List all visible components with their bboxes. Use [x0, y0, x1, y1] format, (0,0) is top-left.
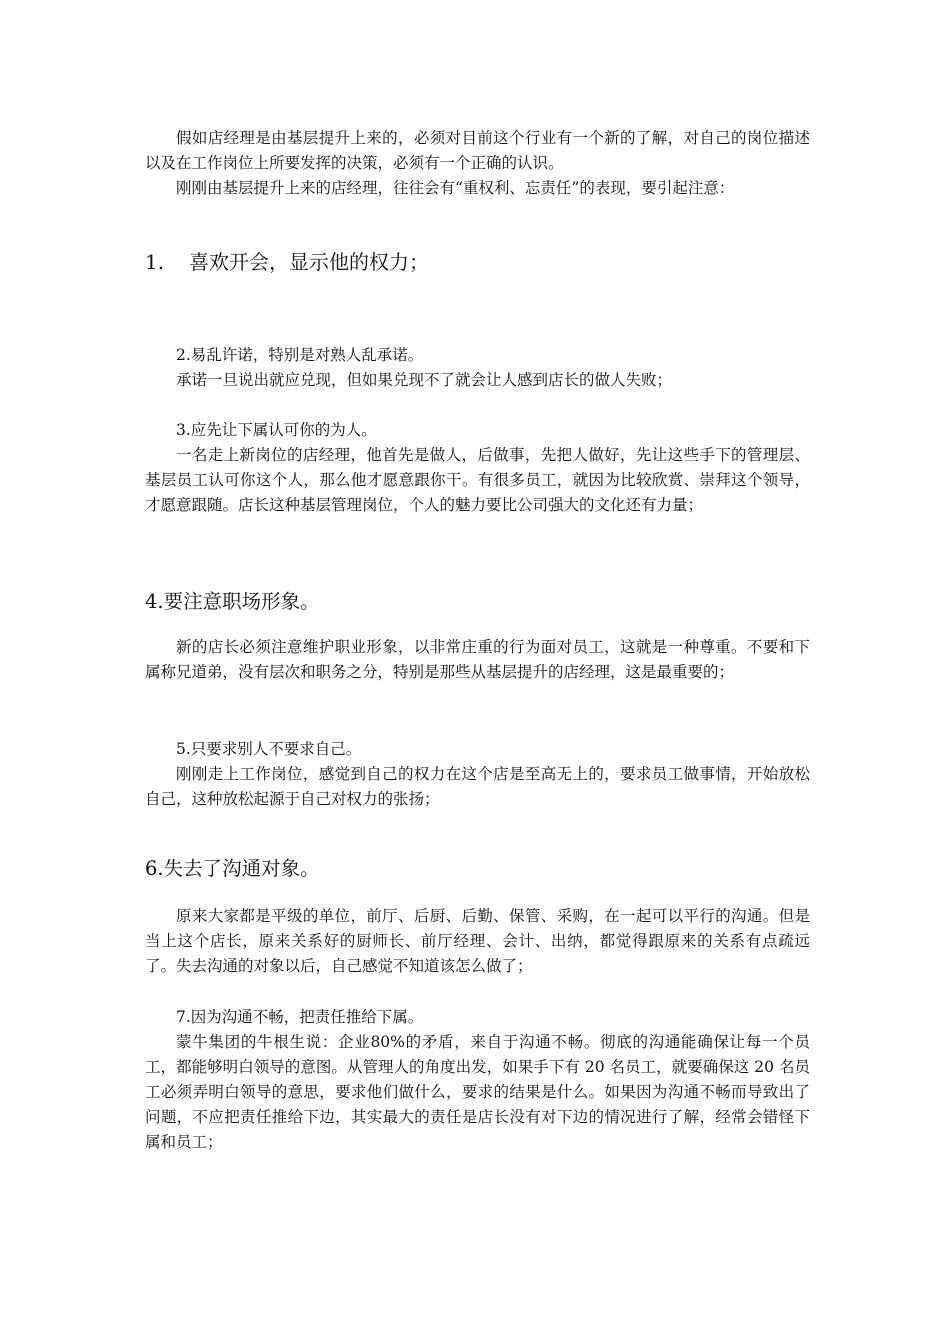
section-2: [145, 343, 810, 393]
section-6-heading: [145, 855, 810, 883]
section-4-heading: [145, 588, 810, 616]
section-7-title: 7.因为沟通不畅，把责任推给下属。: [176, 1008, 424, 1026]
section-3-title: 3.应先让下属认可你的为人。: [176, 421, 377, 439]
section-6-paragraph: 原来大家都是平级的单位，前厅、后厨、后勤、保管、采购，在一起可以平行的沟通。但是当上这个店长，原来关系好的厨师长、前厅经理、会计、出纳，都觉得跟原来的关系有点疏远了。失去沟通的对象以后，自己感觉不知道该怎么做了；: [145, 907, 810, 975]
section-5-title: 5.只要求别人不要求自己。: [176, 740, 362, 758]
section-6: [145, 904, 810, 979]
section-5: [145, 737, 810, 812]
intro-paragraph: 假如店经理是由基层提升上来的，必须对目前这个行业有一个新的了解，对自己的岗位描述以及在工作岗位上所要发挥的决策，必须有一个正确的认识。: [145, 129, 810, 172]
section-7: [145, 1005, 810, 1155]
section-1-number: 1.: [145, 250, 165, 274]
section-4: [145, 635, 810, 685]
section-7-paragraph: 蒙牛集团的牛根生说：企业80%的矛盾，来自于沟通不畅。彻底的沟通能确保让每一个员工，都能够明白领导的意图。从管理人的角度出发，如果手下有 20 名员工，就要确保这 20 名员工必须弄明白领导的意思，要求他们做什么，要求的结果是什么。如果因为沟通不畅而导致出了问题，不应把责任推给下边，其实最大的责任是店长没有对下边的情况进行了解，经常会错怪下属和员工；: [145, 1033, 810, 1151]
section-4-title: 4.要注意职场形象。: [145, 590, 320, 613]
section-3-paragraph: 一名走上新岗位的店经理，他首先是做人，后做事，先把人做好，先让这些手下的管理层、基层员工认可你这个人，那么他才愿意跟你干。有很多员工，就因为比较欣赏、崇拜这个领导，才愿意跟随。店长这种基层管理岗位，个人的魅力要比公司强大的文化还有力量；: [145, 446, 810, 514]
section-1-heading: [145, 248, 810, 276]
section-1-title: 喜欢开会，显示他的权力；: [189, 250, 429, 274]
intro-section: [145, 126, 810, 201]
section-6-title: 6.失去了沟通对象。: [145, 857, 320, 880]
section-4-paragraph: 新的店长必须注意维护职业形象，以非常庄重的行为面对员工，这就是一种尊重。不要和下属称兄道弟，没有层次和职务之分，特别是那些从基层提升的店经理，这是最重要的；: [145, 638, 810, 681]
intro-paragraph: 刚刚由基层提升上来的店经理，往往会有“重权利、忘责任”的表现，要引起注意：: [176, 179, 735, 197]
section-5-paragraph: 刚刚走上工作岗位，感觉到自己的权力在这个店是至高无上的，要求员工做事情，开始放松自己，这种放松起源于自己对权力的张扬；: [145, 765, 810, 808]
section-2-paragraph: 承诺一旦说出就应兑现，但如果兑现不了就会让人感到店长的做人失败；: [176, 371, 673, 389]
section-2-title: 2.易乱许诺，特别是对熟人乱承诺。: [176, 346, 424, 364]
section-3: [145, 418, 810, 518]
